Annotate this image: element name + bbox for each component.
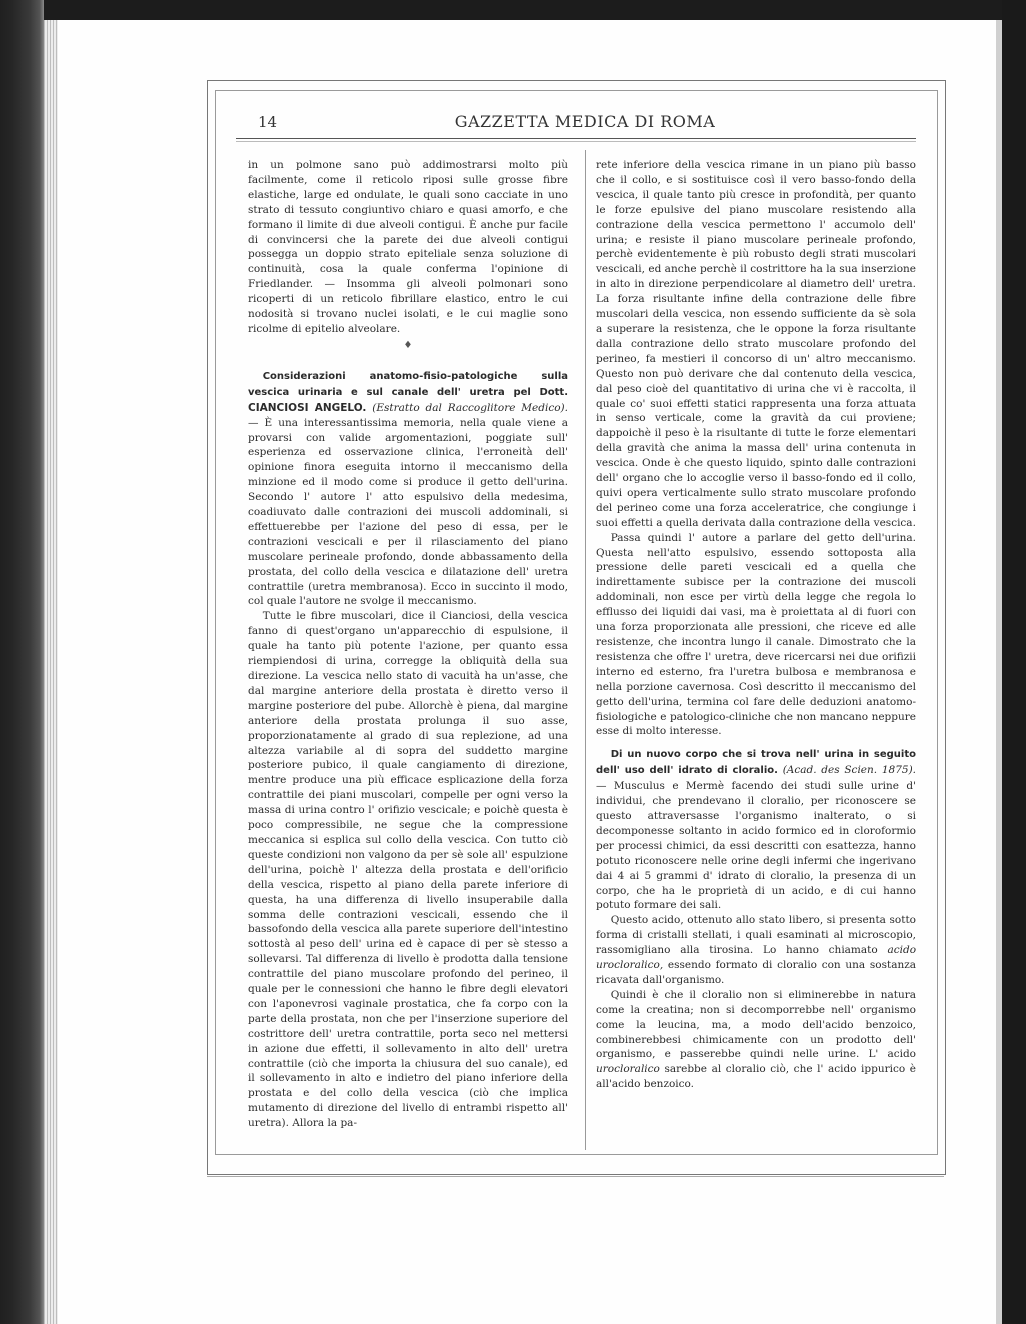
article-author: CIANCIOSI ANGELO.	[248, 401, 367, 414]
page-frame-bottom-rule	[207, 1176, 944, 1177]
continuation-paragraph: in un polmone sano può addimostrarsi molto più facilmente, come il reticolo riposi sulle grosse fibre elastiche, large ed ondulate, le quali sono cacciate in uno strato di tessuto congiuntivo chiaro e quasi amorfo, e che formano il limite di due alveoli contigui. È anche pur facile di convincersi che la parete dei due alveoli contigui possegga un doppio strato epiteliale senza soluzione di continuità, cosa la quale conferma l'opinione di Friedlander. — Insomma gli alveoli polmonari sono ricoperti di un reticolo fibrillare elastico, entro le cui nodosità si trovano nuclei isolati, e le cui maglie sono ricolme di epitelio alveolare.	[248, 159, 568, 335]
left-column	[248, 158, 568, 1131]
italic-term: acido urocloralico,	[596, 944, 917, 972]
scan-border-left	[0, 0, 44, 1324]
text-run: essendo formato di cloralio con una sostanza ricavata dall'organismo.	[596, 959, 917, 986]
italic-term: urocloralico	[596, 1063, 660, 1076]
scan-page-edge	[996, 20, 1002, 1324]
scan-border-top	[0, 0, 1026, 20]
scan-border-right	[1002, 0, 1026, 1324]
article-title: Di un nuovo corpo che si trova nell' urina in seguito dell' uso dell' idrato di cloralio.	[596, 749, 916, 777]
section-separator: ♦	[403, 339, 413, 351]
header-rule-thin	[236, 141, 916, 142]
article-body: — Musculus e Mermè facendo dei studi sulle urine d' individui, che prendevano il cloralio, per riconoscere se questo attraversasse l'organismo inalterato, o si decomponesse soltanto in acido formico ed in cloroformio per processi chimici, da essi descritti con esattezza, hanno potuto riconoscere nelle orine degli infermi che ingerivano dai 4 ai 5 grammi d' idrato di cloralio, la presenza di un corpo, che ha le proprietà di un acido, e di cui hanno potuto formare dei sali.	[596, 780, 916, 912]
paragraph: rete inferiore della vescica rimane in un piano più basso che il collo, e si sostituisce così il vero basso-fondo della vescica, il quale tanto più cresce in profondità, per quanto le forze epulsive del piano muscolare resistendo alla contrazione della vescica permettono l' accumolo dell' urina; e resiste il piano muscolare perineale profondo, perchè evidentemente è più robusto degli strati muscolari vescicali, ed anche perchè il costrittore ha la sua inserzione in alto in direzione perpendicolare al diametro dell' uretra. La forza risultante infine della contrazione delle fibre muscolari della vescica, non essendo sufficiente da sè sola a superare la resistenza, che le oppone la forza risultante dalla contrazione dello strato muscolare profondo del perineo, fa mestieri il concorso di un' altro meccanismo. Questo non può derivare che dal contenuto della vescica, dal peso cioè del quantitativo di urina che vi è raccolta, il quale co' suoi effetti statici rappresenta una forza attuata in senso verticale, come la gravità da cui proviene; dappoichè il peso è la risultante di tutte le forze elementari della gravità che anima la massa dell' urina contenuta in vescica. Onde è che questo liquido, spinto dalle contrazioni dell' organo che lo accoglie verso il basso-fondo ed il collo, quivi opera verticalmente sullo strato muscolare profondo del perineo come una forza acceleratrice, che congiunge i suoi effetti a quella derivata dalla contrazione della vescica.	[596, 159, 916, 529]
article-source: (Estratto dal Raccoglitore Medico).	[372, 401, 568, 414]
text-run: Questo acido, ottenuto allo stato libero, si presenta sotto forma di cristalli stellati, i quali esaminati al microscopio, rassomigliano alla tirosina. Lo hanno chiamato	[596, 914, 916, 957]
article-cianciosi	[248, 369, 568, 610]
right-column	[596, 158, 916, 1092]
text-run: Quindi è che il cloralio non si eliminerebbe in natura come la creatina; non si decomporrebbe nell' organismo come la leucina, ma, a modo dell'acido benzoico, combinerebbesi chimicamente con un prodotto dell' organismo, e passerebbe quindi nelle urine. L' acido	[596, 988, 916, 1061]
paragraph: Tutte le fibre muscolari, dice il Cianciosi, della vescica fanno di quest'organo un'apparecchio di espulsione, il quale ha tanto più potente l'azione, per quanto essa riempiendosi di urina, corregge la obliquità della sua direzione. La vescica nello stato di vacuità ha un'asse, che dal margine anteriore della prostata è diretto verso il margine posteriore del pube. Allorchè è piena, dal margine anteriore della prostata prolunga il suo asse, proporzionatamente al grado di sua replezione, ad una altezza variabile al di sopra del suddetto margine posteriore pubico, il quale cangiamento di direzione, mentre produce una più efficace esplicazione della forza contrattile dei piani muscolari, compelle per ogni verso la massa di urina contro l' orifizio vescicale; e poichè questa è poco compressibile, ne segue che la compressione meccanica si esplica sul collo della vescica. Con tutto ciò queste condizioni non valgono da per sè sole all' espulzione dell'urina, poichè l' altezza della prostata e dell'orificio della vescica, rispetto al piano della parete inferiore di questa, ha una differenza di livello insuperabile dalla somma delle contrazioni vescicali, essendo che il bassofondo della vescica alla parete superiore dell'intestino sottostà al peso dell' urina ed è capace di per sè stesso a sollevarsi. Tal differenza di livello è prodotta dalla tensione contrattile del piano muscolare profondo del perineo, il quale per le connessioni che hanno le fibre degli elevatori con l'aponevrosi vaginale prostatica, che fa corpo con la parte della prostata, non che per l'inserzione superiore del costrittore dell' uretra contrattile, porta seco nel mettersi in azione due effetti, il sollevamento in alto dell' uretra contrattile (ciò che importa la chiusura del suo canale), ed il sollevamento in alto e indietro del piano inferiore della prostata e del collo della vescica (ciò che implica mutamento di direzione del livello di entrambi rispetto all' uretra). Allora la pa-	[248, 610, 568, 1130]
page-stack-edge	[44, 20, 58, 1324]
paragraph	[596, 913, 916, 988]
journal-title: GAZZETTA MEDICA DI ROMA	[454, 112, 716, 131]
column-divider	[585, 150, 586, 1150]
header-rule	[236, 138, 916, 139]
article-body: — È una interessantissima memoria, nella quale viene a provarsi con valide argomentazioni, poggiate sull' esperienza ed osservazione clinica, l'erroneità dell' opinione finora eseguita intorno il meccanismo della minzione ed il modo come si produce il getto dell'urina. Secondo l' autore l' atto espulsivo della medesima, coadiuvato dalle contrazioni dei muscoli addominali, si effettuerebbe per l'azione del peso di essa, per le contrazioni vescicali e per il rilasciamento del piano muscolare perineale profondo, donde abbassamento della prostata, del collo della vescica e dilatazione dell' uretra contrattile (uretra membranosa). Ecco in succinto il modo, col quale l'autore ne svolge il meccanismo.	[248, 416, 568, 608]
article-cloralio	[596, 747, 916, 913]
paragraph	[596, 988, 916, 1092]
page-number: 14	[258, 113, 278, 131]
text-run: sarebbe al cloralio ciò, che l' acido ippurico è all'acido benzoico.	[596, 1063, 916, 1091]
article-title: Considerazioni anatomo-fisio-patologiche sulla vescica urinaria e sul canale dell' uretra pel Dott.	[248, 370, 568, 398]
article-source: (Acad. des Scien. 1875).	[782, 764, 916, 777]
paragraph: Passa quindi l' autore a parlare del getto dell'urina. Questa nell'atto espulsivo, essendo sottoposta alla pressione delle pareti vescicali ed a quella che indirettamente subisce per la contrazione dei muscoli addominali, non esce per virtù della legge che regola lo efflusso dei liquidi dai vasi, ma è proiettata al di fuori con una forza proporzionata alle pressioni, che riceve ed alle resistenze, che incontra lungo il canale. Dimostrato che la resistenza che offre l' uretra, deve ricercarsi nei due orifizii interno ed esterno, fra l'uretra bulbosa e membranosa e nella porzione cavernosa. Così descritto il meccanismo del getto dell'urina, termina col fare delle deduzioni anatomo-fisiologiche e patologico-cliniche che non mancano neppure esse di molto interesse.	[596, 531, 916, 738]
